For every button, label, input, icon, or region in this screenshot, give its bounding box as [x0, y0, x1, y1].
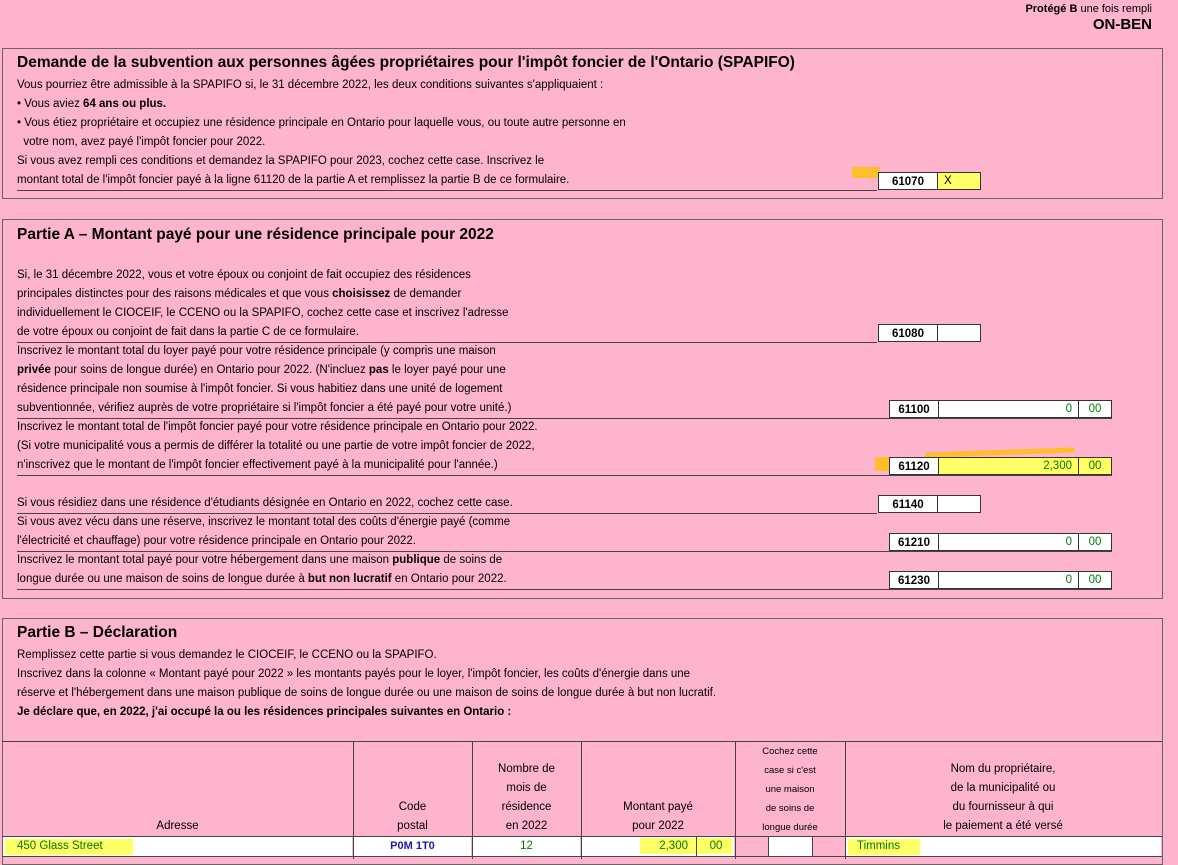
row-underline — [17, 190, 877, 191]
partA-r5-text-1: Si vous avez vécu dans une réserve, inscrivez le montant total des coûts d'énergie payé (comme — [17, 516, 511, 528]
partA-r1-text-4: de votre époux ou conjoint de fait dans la partie C de ce formulaire. — [17, 326, 360, 338]
row-months[interactable]: 12 — [520, 840, 533, 852]
spapifo-text-4: votre nom, avez payé l'impôt foncier pour 2022. — [17, 136, 266, 148]
col-header-postal-2: postal — [397, 820, 428, 832]
line-61210-code: 61210 — [889, 533, 939, 551]
partA-r6-text-2: longue durée ou une maison de soins de longue durée à but non lucratif en Ontario pour 2022. — [17, 573, 507, 585]
partB-text-1: Remplissez cette partie si vous demandez le CIOCEIF, le CCENO ou la SPAPIFO. — [17, 649, 437, 661]
partB-text-3: réserve et l'hébergement dans une maison publique de soins de longue durée ou une maison de soins de longue durée à but non lucratif. — [17, 687, 717, 699]
spapifo-title: Demande de la subvention aux personnes âgées propriétaires pour l'impôt foncier de l'Ontario (SPAPIFO) — [17, 54, 795, 71]
line-61230-cents[interactable]: 00 — [1078, 571, 1112, 589]
col-header-ltc-1: Cochez cette — [762, 746, 818, 757]
col-header-owner-3: du fournisseur à qui — [952, 801, 1054, 813]
line-61210-amount[interactable]: 0 — [938, 533, 1079, 551]
line-61100-amount[interactable]: 0 — [938, 400, 1079, 418]
partA-r1-text-2: principales distinctes pour des raisons médicales et que vous choisissez de demander — [17, 288, 462, 300]
row-underline — [17, 589, 1112, 590]
highlight-mark — [852, 167, 880, 178]
partA-r1-text-3: individuellement le CIOCEIF, le CCENO ou la SPAPIFO, cochez cette case et inscrivez l'adresse — [17, 307, 509, 319]
table-top-border — [2, 741, 1162, 742]
spapifo-text-1: Vous pourriez être admissible à la SPAPIFO si, le 31 décembre 2022, les deux conditions suivantes s'appliquaient : — [17, 79, 604, 91]
row-underline — [17, 475, 1112, 476]
col-header-ltc-4: de soins de — [765, 803, 815, 814]
line-61120-code: 61120 — [889, 457, 939, 475]
col-header-address: Adresse — [156, 820, 199, 832]
partA-title: Partie A – Montant payé pour une résidence principale pour 2022 — [17, 226, 494, 243]
partA-r4-text-1: Si vous résidiez dans une résidence d'étudiants désignée en Ontario en 2022, cochez cette case. — [17, 497, 513, 509]
col-header-amount-1: Montant payé — [623, 801, 693, 813]
line-61100-cents[interactable]: 00 — [1078, 400, 1112, 418]
spapifo-text-3: • Vous étiez propriétaire et occupiez une résidence principale en Ontario pour laquelle vous, ou toute autre personne en — [17, 117, 626, 129]
spapifo-text-5: Si vous avez rempli ces conditions et demandez la SPAPIFO pour 2023, cochez cette case. Inscrivez le — [17, 155, 545, 167]
col-header-months-3: résidence — [501, 801, 552, 813]
col-header-owner-1: Nom du propriétaire, — [950, 763, 1056, 775]
row-postal-code[interactable]: P0M 1T0 — [390, 840, 435, 852]
line-61210-cents[interactable]: 00 — [1078, 533, 1112, 551]
partB-title: Partie B – Déclaration — [17, 624, 178, 641]
col-header-postal-1: Code — [398, 801, 427, 813]
line-61080-checkbox[interactable] — [937, 324, 981, 342]
partA-r3-text-1: Inscrivez le montant total de l'impôt foncier payé pour votre résidence principale en Ontario pour 2022. — [17, 421, 538, 433]
protected-label: Protégé B une fois rempli — [1025, 3, 1152, 15]
partA-r5-text-2: l'électricité et chauffage) pour votre résidence principale en Ontario pour 2022. — [17, 535, 416, 547]
col-header-ltc-3: une maison — [765, 784, 815, 795]
line-61230-code: 61230 — [889, 571, 939, 589]
spapifo-text-2: • Vous aviez 64 ans ou plus. — [17, 98, 167, 110]
row-cents[interactable]: 00 — [709, 840, 723, 852]
col-header-months-4: en 2022 — [505, 820, 548, 832]
partA-r3-text-2: (Si votre municipalité vous a permis de différer la totalité ou une partie de votre impôt foncier de 2022, — [17, 440, 535, 452]
line-61120-cents[interactable]: 00 — [1078, 457, 1112, 475]
partB-declaration: Je déclare que, en 2022, j'ai occupé la ou les résidences principales suivantes en Ontario : — [17, 706, 512, 718]
row-address[interactable]: 450 Glass Street — [17, 840, 103, 852]
partA-r3-text-3: n'inscrivez que le montant de l'impôt foncier effectivement payé à la municipalité pour l'année.) — [17, 459, 498, 471]
col-header-owner-4: le paiement a été versé — [943, 820, 1063, 832]
col-header-owner-2: de la municipalité ou — [950, 782, 1056, 794]
line-61120-amount[interactable]: 2,300 — [938, 457, 1079, 475]
row-ltc-checkbox[interactable] — [768, 837, 813, 856]
line-61070-checkbox[interactable]: X — [937, 172, 981, 190]
row-owner[interactable]: Timmins — [857, 840, 901, 852]
partA-r2-text-3: résidence principale non soumise à l'impôt foncier. Si vous habitiez dans une unité de logement — [17, 383, 503, 395]
line-61140-checkbox[interactable] — [937, 495, 981, 513]
partA-r2-text-1: Inscrivez le montant total du loyer payé pour votre résidence principale (y compris une maison — [17, 345, 496, 357]
col-header-months-2: mois de — [506, 782, 547, 794]
row-amount[interactable]: 2,300 — [659, 840, 688, 852]
partA-r6-text-1: Inscrivez le montant total payé pour votre hébergement dans une maison publique de soins de — [17, 554, 503, 566]
col-header-amount-2: pour 2022 — [632, 820, 684, 832]
partB-text-2: Inscrivez dans la colonne « Montant payé pour 2022 » les montants payés pour le loyer, l'impôt foncier, les coûts d'énergie dans une — [17, 668, 691, 680]
col-header-ltc-5: longue durée — [762, 822, 818, 833]
line-61100-code: 61100 — [889, 400, 939, 418]
line-61230-amount[interactable]: 0 — [938, 571, 1079, 589]
form-code: ON-BEN — [1092, 16, 1152, 33]
partA-r2-text-2: privée pour soins de longue durée) en Ontario pour 2022. (N'incluez pas le loyer payé pour une — [17, 364, 506, 376]
partA-r2-text-4: subventionnée, vérifiez auprès de votre propriétaire si l'impôt foncier a été payé pour votre unité.) — [17, 402, 512, 414]
col-header-months-1: Nombre de — [498, 763, 555, 775]
spapifo-text-6: montant total de l'impôt foncier payé à la ligne 61120 de la partie A et remplissez la partie B de ce formulaire. — [17, 174, 570, 186]
line-61070-code: 61070 — [878, 172, 938, 190]
partA-r1-text-1: Si, le 31 décembre 2022, vous et votre époux ou conjoint de fait occupiez des résidences — [17, 269, 471, 281]
line-61080-code: 61080 — [878, 324, 938, 342]
line-61140-code: 61140 — [878, 495, 938, 513]
col-header-ltc-2: case si c'est — [764, 765, 816, 776]
table-row-border — [2, 856, 1162, 857]
